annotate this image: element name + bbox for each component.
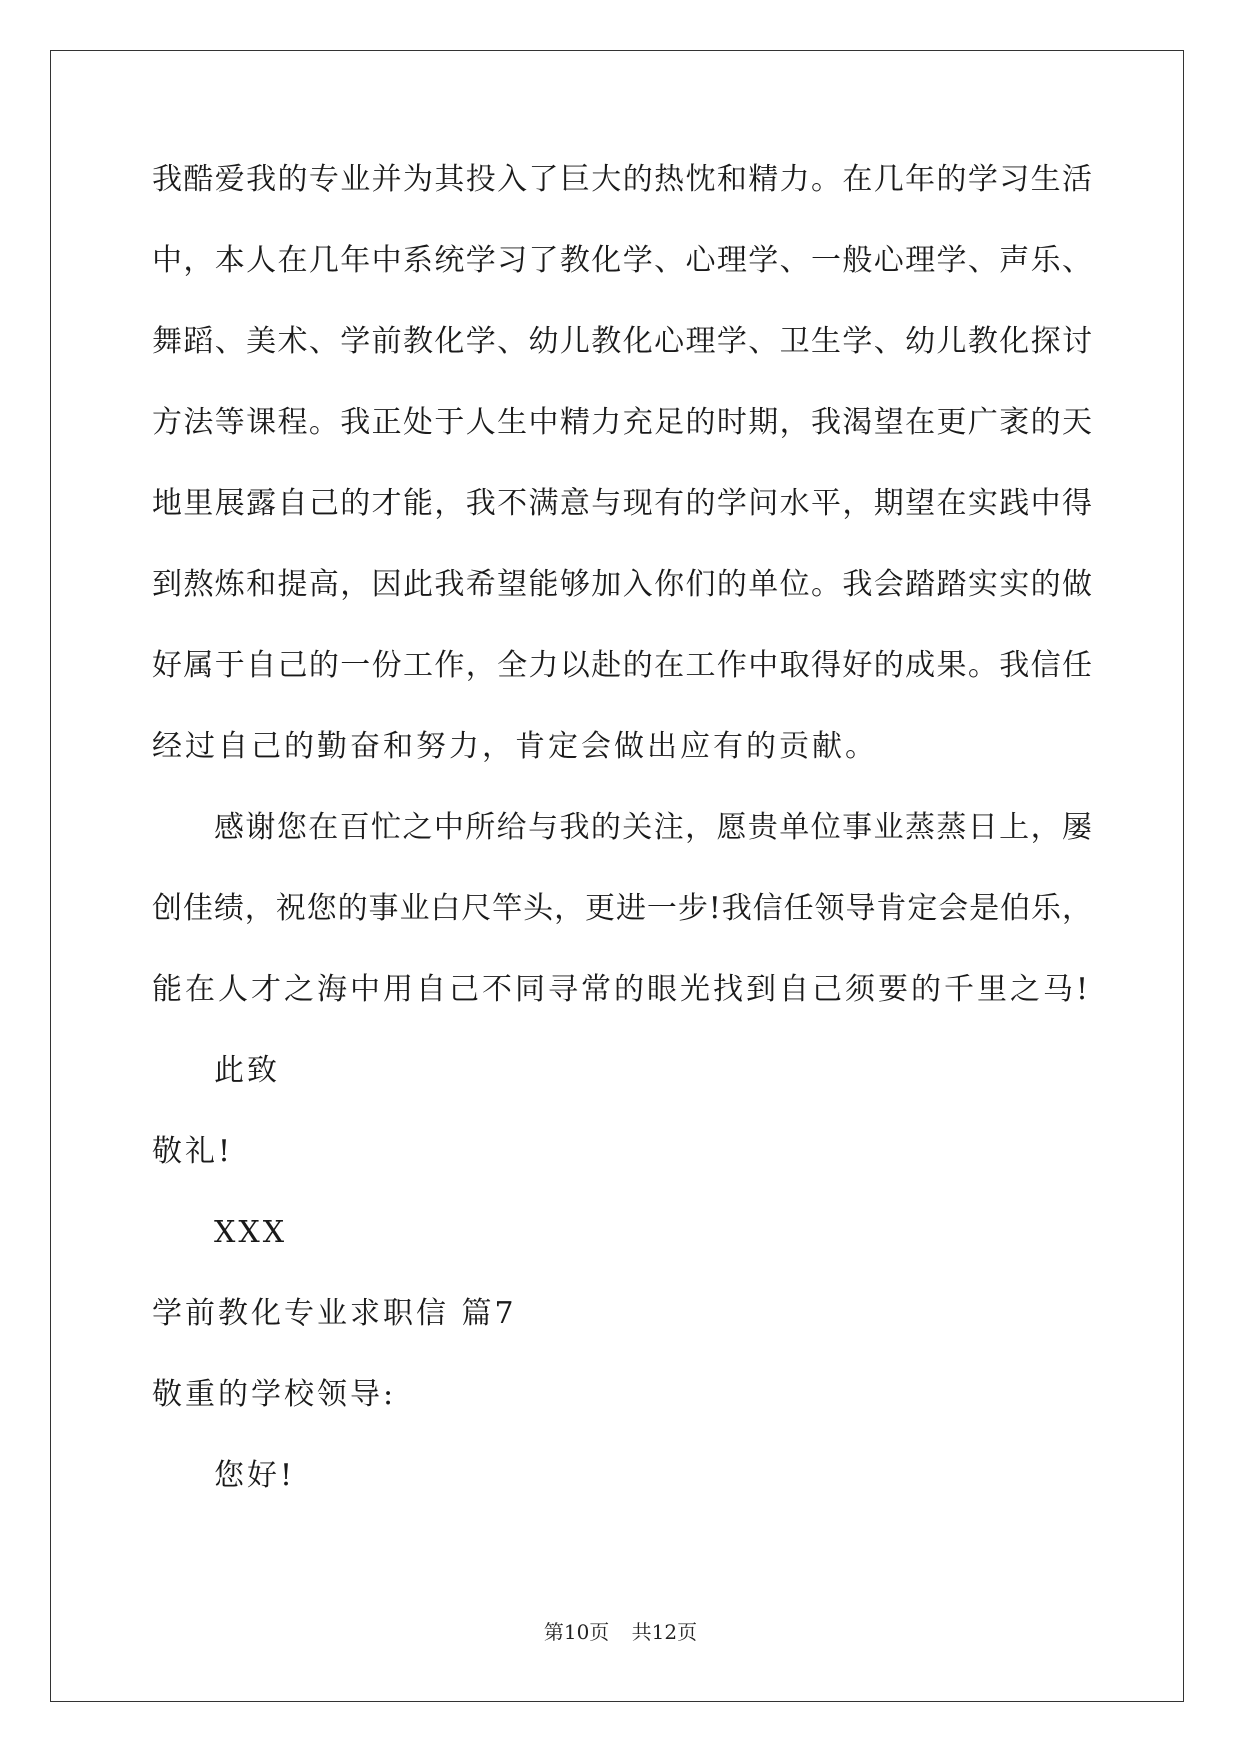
document-body: [152, 160, 1092, 1537]
signature: XXX: [214, 1215, 288, 1250]
greeting: 您好!: [214, 1458, 296, 1493]
closing-line: 创佳绩，祝您的事业白尺竿头，更进一步!我信任领导肯定会是伯乐，: [152, 891, 1092, 926]
paragraph-line: 我酷爱我的专业并为其投入了巨大的热忱和精力。在几年的学习生活: [152, 162, 1092, 197]
greeting-recipient: 敬重的学校领导:: [152, 1377, 397, 1412]
salutation-line: 敬礼!: [152, 1134, 234, 1169]
paragraph-line: 经过自己的勤奋和努力，肯定会做出应有的贡献。: [152, 729, 878, 764]
paragraph-line: 方法等课程。我正处于人生中精力充足的时期，我渴望在更广袤的天: [152, 405, 1092, 440]
paragraph-line: 好属于自己的一份工作，全力以赴的在工作中取得好的成果。我信任: [152, 648, 1092, 683]
closing-line: 能在人才之海中用自己不同寻常的眼光找到自己须要的千里之马!: [152, 972, 1092, 1007]
page-number: 第10页: [543, 1620, 610, 1644]
salutation-line: 此致: [214, 1053, 280, 1088]
paragraph-line: 到熬炼和提高，因此我希望能够加入你们的单位。我会踏踏实实的做: [152, 567, 1092, 602]
paragraph-line: 中，本人在几年中系统学习了教化学、心理学、一般心理学、声乐、: [152, 243, 1092, 278]
paragraph-line: 舞蹈、美术、学前教化学、幼儿教化心理学、卫生学、幼儿教化探讨: [152, 324, 1092, 359]
closing-line: 感谢您在百忙之中所给与我的关注，愿贵单位事业蒸蒸日上，屡: [214, 810, 1092, 845]
paragraph-line: 地里展露自己的才能，我不满意与现有的学问水平，期望在实践中得: [152, 486, 1092, 521]
page-total: 共12页: [631, 1620, 698, 1644]
section-title: 学前教化专业求职信 篇7: [152, 1296, 517, 1331]
page-footer: [0, 1620, 1241, 1644]
